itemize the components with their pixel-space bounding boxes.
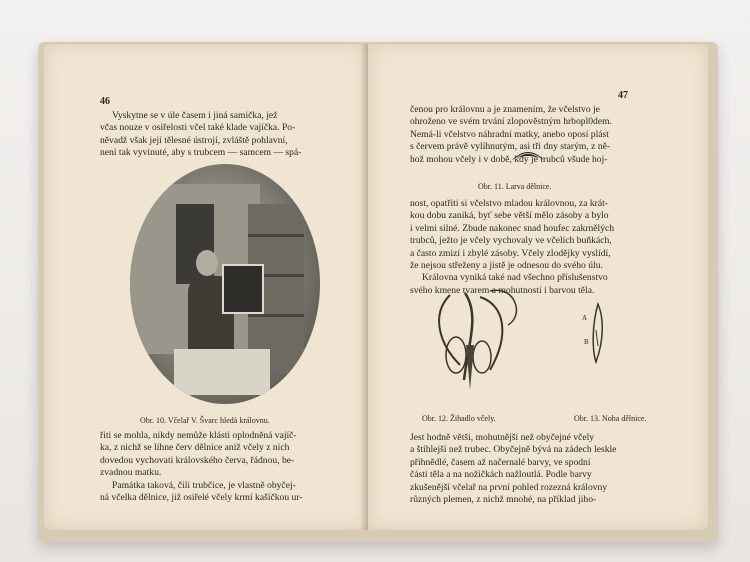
sting-caption: Obr. 12. Žihadlo včely. [422, 414, 496, 423]
text-line: zkušenější včelař na první pohled rozezná královny [410, 481, 608, 493]
text-line: trubců, ježto je včely vychovaly ve včelích buňkách, [410, 235, 612, 247]
text-line: dovedou vychovati královského červa, řádnou, be- [100, 454, 295, 466]
larva-caption: Obr. 11. Larva dělnice. [478, 182, 552, 191]
text-line: Jest hodně větší, mohutnější než obyčejné včely [410, 432, 595, 443]
larva-illustration [510, 146, 546, 166]
text-line: a štíhlejší než trubec. Obyčejně bývá na zádech leskle [410, 444, 617, 456]
left-top-text [100, 110, 301, 160]
beekeeper-photo [130, 164, 320, 404]
text-line: Královna vyniká také nad všechno příslušenstvo [422, 272, 608, 284]
left-page [44, 44, 368, 530]
left-bottom-text [100, 430, 303, 504]
photo-man-head [196, 250, 218, 276]
text-line: hož mohou včely i v době, kdy je trubců všude hoj- [410, 153, 608, 165]
text-line: že nejsou střeženy a jistě je odnesou do svého úlu. [410, 260, 603, 272]
leg-label-a: A [582, 314, 588, 322]
text-line: zvadnou matku. [100, 467, 162, 479]
bee-sting-illustration [420, 285, 530, 395]
text-line: různých plemen, z nichž mnohé, na příklad jiho- [410, 494, 597, 506]
text-line: řiti se mohla, nikdy nemůže klásti oplodněná vajíč- [100, 430, 297, 441]
right-bottom-text [410, 432, 616, 506]
text-line: s červem právě vylíhnutým, asi tři dny starým, z ně- [410, 141, 611, 153]
text-line: čenou pro královnu a je znamením, že včelstvo je [410, 104, 600, 115]
right-page [368, 44, 708, 530]
right-middle-text [410, 198, 614, 297]
text-line: Vyskytne se v úle časem i jiná samička, jež [112, 110, 278, 121]
text-line: není tak vyvinuté, aby s trubcem — samcem — spá- [100, 147, 302, 159]
photo-honeycomb-frame [222, 264, 264, 314]
photo-hive-box [174, 349, 270, 395]
text-line: přihnědlé, časem až načernalé barvy, ve spodní [410, 456, 591, 468]
open-book [30, 34, 720, 534]
text-line: ka, z nichž se líhne červ dělnice aniž včely z nich [100, 442, 290, 454]
text-line: Památka taková, čili trubčice, je vlastně obyčej- [112, 479, 296, 491]
text-line: včas nouze v osiřelosti včel také klade vajíčka. Po- [100, 122, 296, 134]
text-line: a často zmizí i zbylé zásoby. Včely zlodějky vyslídí, [410, 247, 611, 259]
text-line: části těla a na nožičkách nažloutlá. Podle barvy [410, 469, 592, 481]
photo-oval [130, 164, 320, 404]
text-line: Nemá-li včelstvo náhradní matky, anebo oposí plást [410, 128, 609, 140]
text-line: nost, opatřiti si včelstvo mladou královnou, za krát- [410, 198, 608, 209]
photo-caption: Obr. 10. Včelař V. Švarc hledá královnu. [140, 416, 270, 425]
leg-caption: Obr. 13. Noha dělnice. [574, 414, 647, 423]
right-page-number: 47 [618, 90, 628, 101]
photo-hive-stripe [248, 314, 304, 317]
leg-label-b: B [584, 338, 589, 346]
text-line: svého kmene tvarem a mohutností i barvou těla. [410, 284, 595, 296]
left-page-number: 46 [100, 96, 110, 107]
text-line: kou dobu zaniká, byť sebe větší mělo zásoby a bylo [410, 210, 609, 222]
text-line: ohroženo ve svém trvání zlopověstným hrbopl0dem. [410, 116, 612, 128]
text-line: i velmi silné. Zbude nakonec snad houfec zakrnělých [410, 222, 615, 234]
text-line: ná včelka dělnice, již osiřelé včely krmí kašičkou ur- [100, 492, 303, 504]
photo-hive-stripe [248, 234, 304, 237]
worker-leg-illustration [580, 300, 610, 370]
text-line: něvadž však její tělesné ústrojí, zvláště pohlavní, [100, 134, 288, 146]
